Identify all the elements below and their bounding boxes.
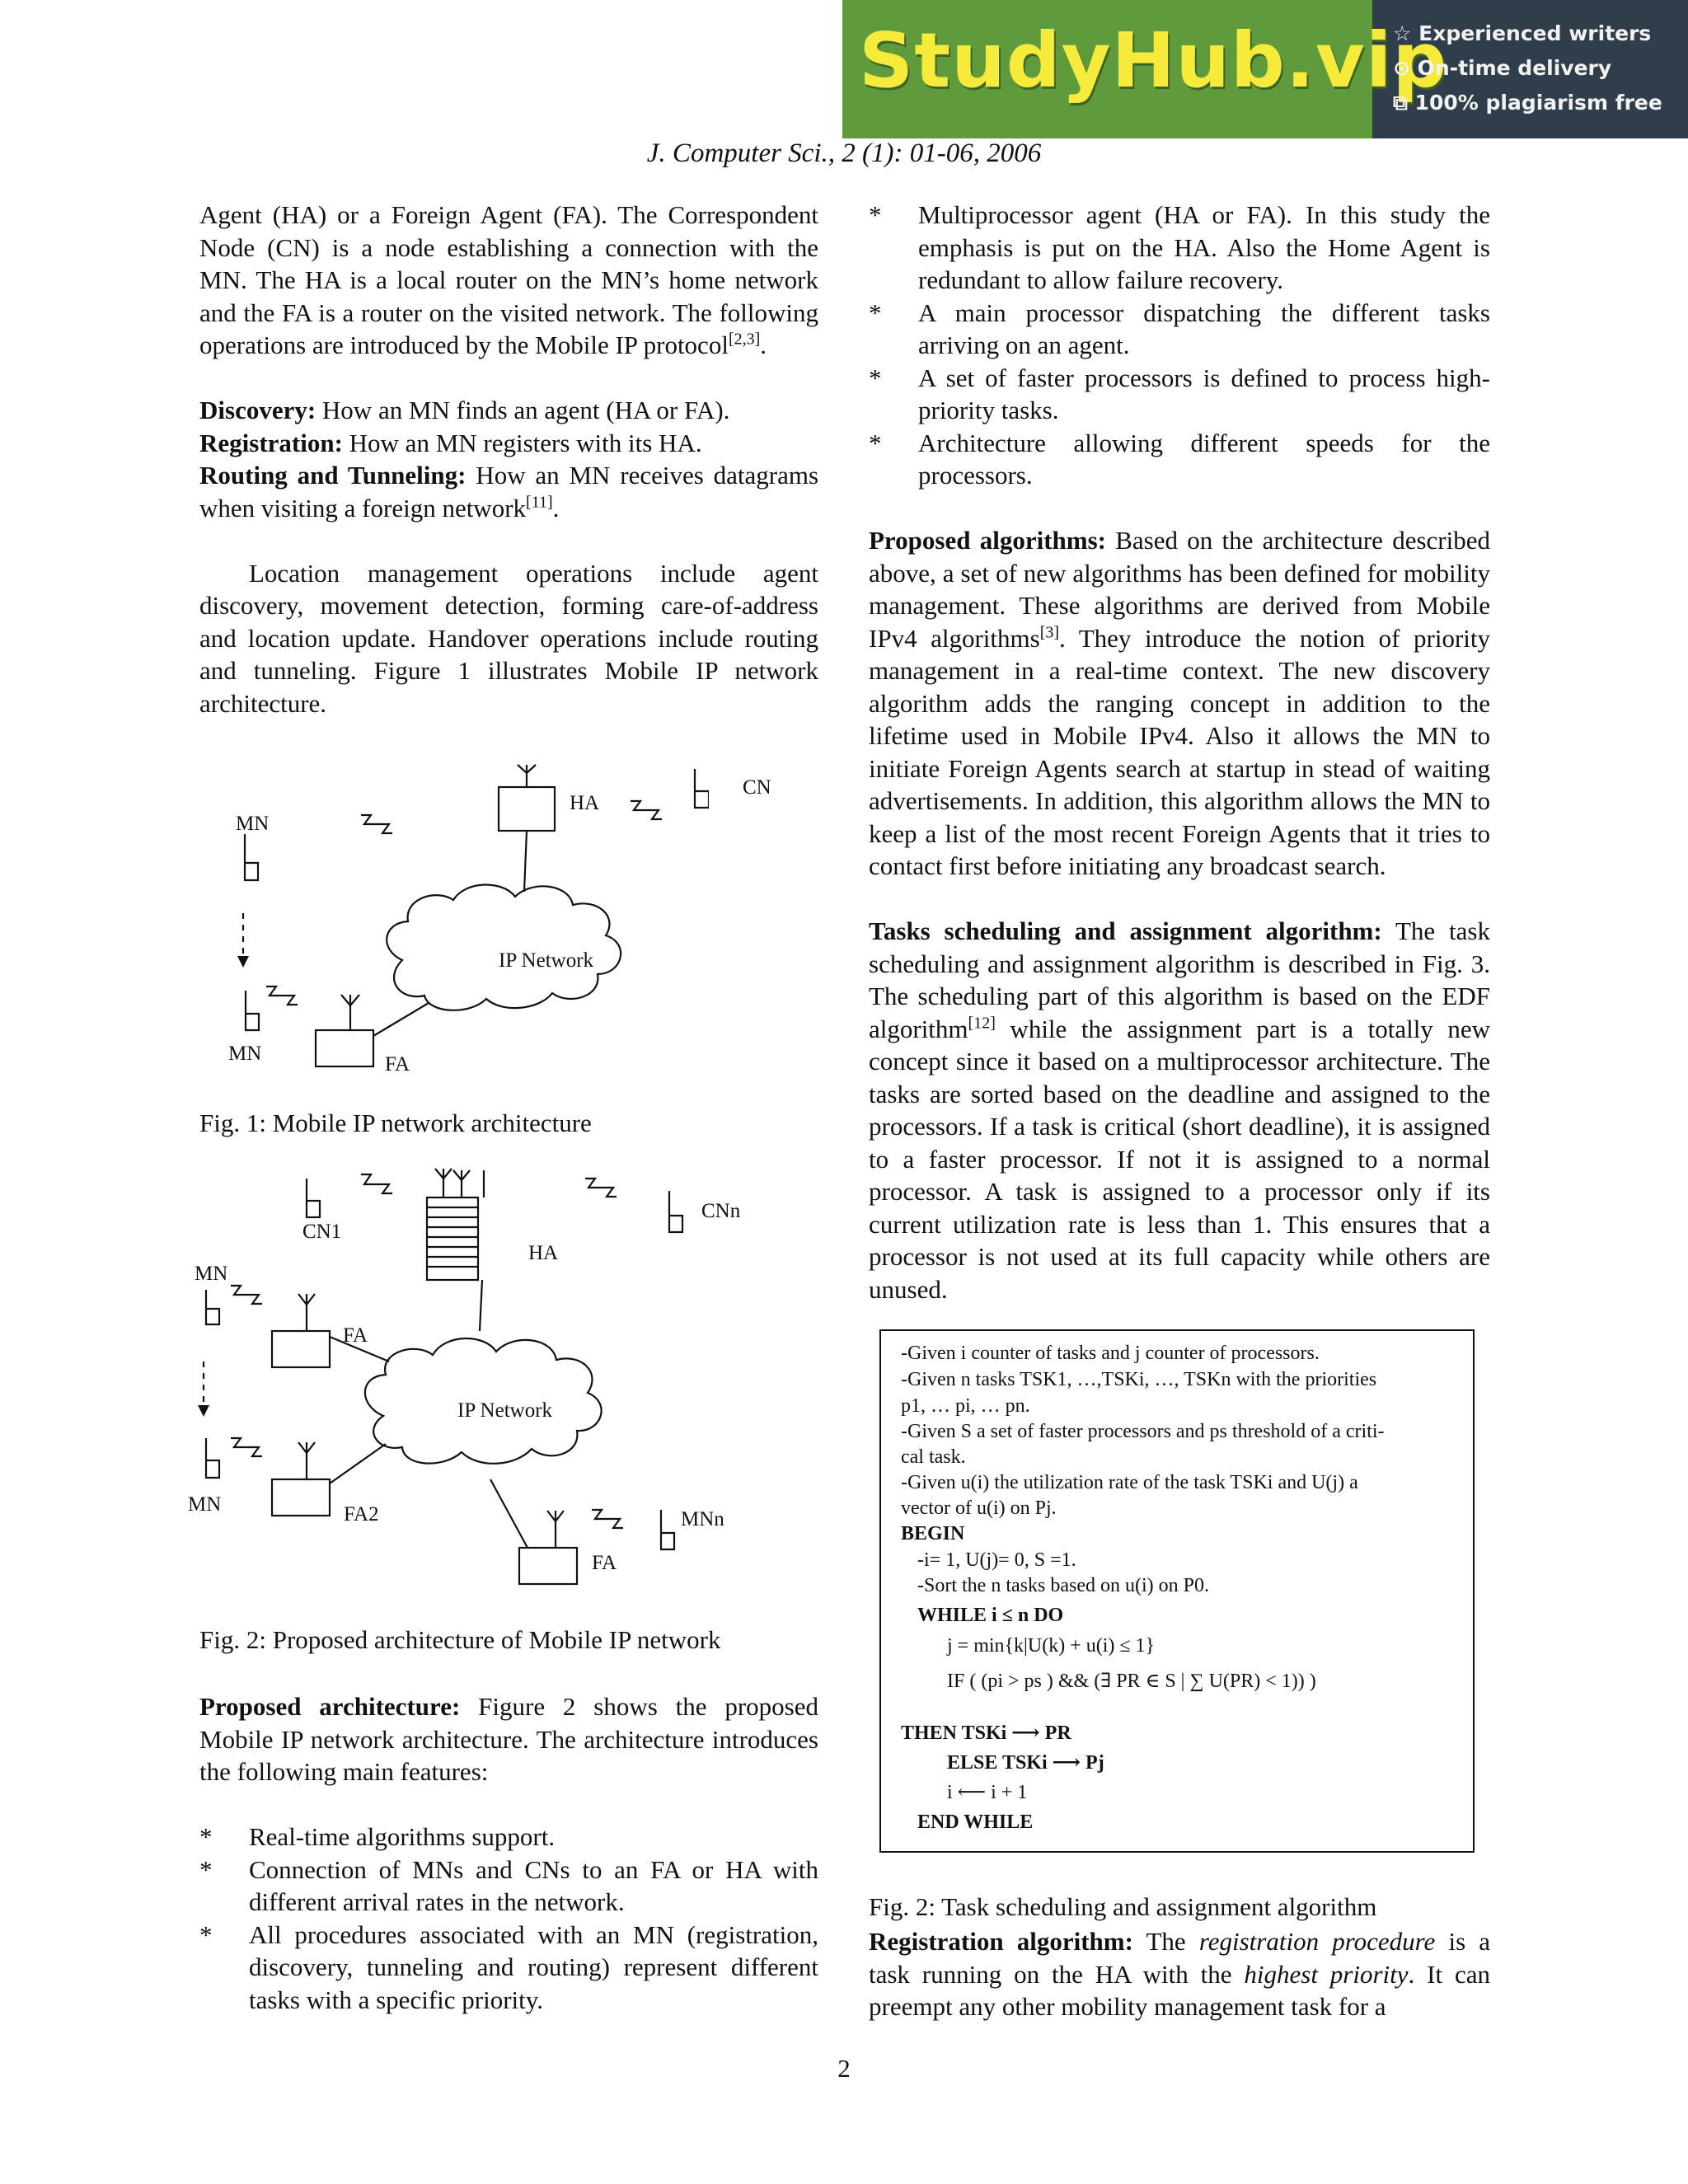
wireless-link-icon [361,815,392,833]
agent-features-list [869,199,1490,492]
wireless-link-icon [266,987,298,1005]
fig1-label-mn-top: MN [236,813,270,835]
wireless-link-icon [361,1174,392,1193]
citation: [12] [968,1014,996,1033]
algo-if: IF ( (pi > ps ) && (∃ PR ∈ S | ∑ U(PR) < 1)) ) [947,1671,1316,1692]
mn-node-icon [246,991,259,1030]
citation: [3] [1039,623,1060,642]
mn-node-icon [245,834,258,880]
algo-line: -Given u(i) the utilization rate of the task TSKi and U(j) a [901,1472,1358,1493]
fa-router-box [316,1030,373,1066]
wireless-link-icon [592,1510,623,1528]
proposed-algorithms-paragraph: Proposed algorithms: Based on the architecture described above, a set of new algorithms has been defined for mobility management. These algorithms are derived from Mobile IPv4 algorithms[3]. They introduce the notion of priority management in a real-time context. The new discovery algorithm adds the ranging concept in addition to the lifetime used in Mobile IPv4. Also it allows the MN to initiate Foreign Agents search at startup in stead of waiting advertisements. In addition, this algorithm allows the MN to keep a list of the most recent Foreign Agents that it tries to contact first before initiating any broadcast search. [869,526,1490,880]
algorithm-box [879,1329,1475,1853]
discovery-text: How an MN finds an agent (HA or FA). [316,396,730,424]
task-label: Tasks scheduling and assignment algorithm: [869,916,1382,945]
algo-line: p1, … pi, … pn. [901,1395,1030,1417]
algo-end-while: END WHILE [917,1811,1034,1833]
journal-header: J. Computer Sci., 2 (1): 01-06, 2006 [646,138,1042,168]
proposed-architecture-paragraph [199,1690,818,1788]
figure-2-caption: Fig. 2: Proposed architecture of Mobile IP network [199,1625,721,1654]
fig2-label-mnn: MNn [681,1508,724,1530]
fig2-label-cn1: CN1 [302,1221,342,1243]
arch-text: Figure 2 shows the proposed Mobile IP network architecture. The architecture introduces the following main features: [199,1692,818,1786]
right-column-bottom [869,1925,1490,2023]
fig2-label-fa-bottom: FA [592,1552,617,1574]
list-item: * Multiprocessor agent (HA or FA). In this study the emphasis is put on the HA. Also the Home Agent is redundant to allow failure recovery. [869,200,1490,294]
fig1-label-ip-network: IP Network [499,949,594,972]
algo-line: i ⟵ i + 1 [947,1782,1028,1803]
wireless-link-icon [231,1286,262,1304]
figure-1-diagram [181,758,709,1088]
algo-else: ELSE TSKi ⟶ Pj [947,1752,1104,1774]
wireless-link-icon [585,1179,617,1197]
list-item: * Connection of MNs and CNs to an FA or HA with different arrival rates in the network. [199,1854,818,1916]
fig1-label-ha: HA [570,792,600,814]
fa-router-box [519,1548,577,1584]
arch-label: Proposed architecture: [199,1692,461,1721]
algo-line: -Given i counter of tasks and j counter of processors. [901,1343,1320,1364]
algo-line: j = min{k|U(k) + u(i) ≤ 1} [947,1635,1156,1657]
page-number: 2 [837,2054,851,2083]
ip-network-cloud [387,884,621,1010]
figure-3-caption: Fig. 2: Task scheduling and assignment algorithm [869,1892,1377,1921]
cnn-node-icon [669,1191,682,1232]
left-column-bottom [199,1690,818,2016]
fig2-label-mn-top: MN [195,1263,228,1285]
list-item: * Architecture allowing different speeds for the processors. [869,428,1490,490]
list-item: * A set of faster processors is defined to process high-priority tasks. [869,363,1490,424]
algo-line: vector of u(i) on Pj. [901,1497,1057,1519]
algo-line: -i= 1, U(j)= 0, S =1. [917,1549,1076,1571]
citation: [11] [526,493,553,512]
fig2-label-ha: HA [528,1242,559,1264]
list-item: * Real-time algorithms support. [199,1822,556,1851]
feature-on-time-delivery: ⊙ On-time delivery [1393,56,1612,80]
registration-label: Registration: [199,428,343,457]
algo-then: THEN TSKi ⟶ PR [901,1722,1071,1744]
fig2-label-cnn: CNn [701,1200,741,1222]
intro-text: Agent (HA) or a Foreign Agent (FA). The Correspondent Node (CN) is a node establishing a connection with the MN. The HA is a local router on the MN’s home network and the FA is a router on the visited network. The following operations are introduced by the Mobile IP protocol [199,200,818,359]
left-column-top [199,199,818,719]
discovery-label: Discovery: [199,396,316,424]
right-column-top [869,199,1490,1305]
list-item: * All procedures associated with an MN (registration, discovery, tunneling and routing) represent different tasks with a specific priority. [199,1919,818,2014]
paragraph-intro: Agent (HA) or a Foreign Agent (FA). The Correspondent Node (CN) is a node establishing a connection with the MN. The HA is a local router on the MN’s home network and the FA is a router on the visited network. The following operations are introduced by the Mobile IP protocol[2,3]. [199,200,818,359]
task-scheduling-paragraph: Tasks scheduling and assignment algorithm: The task scheduling and assignment algorithm is described in Fig. 3. The scheduling part of this algorithm is based on the EDF algorithm[12] while the assignment part is a totally new concept since it based on a multiprocessor architecture. The tasks are sorted based on the deadline and assigned to the processors. If a task is critical (short deadline), it is assigned to a faster processor. If not it is assigned to a normal processor. A task is assigned to a processor only if its current utilization rate is less than 1. This ensures that a processor is not used at its full capacity while others are unused. [869,916,1490,1304]
mn-node-icon [206,1290,219,1324]
fig1-label-cn: CN [743,776,771,799]
wireless-link-icon [231,1438,262,1456]
fig2-label-fa2: FA2 [344,1503,379,1526]
registration-text: How an MN registers with its HA. [342,428,702,457]
routing-def: Routing and Tunneling: How an MN receives datagrams when visiting a foreign network[11]. [199,461,819,523]
routing-text: How an MN receives datagrams when visiting a foreign network [199,461,819,523]
feature-plagiarism-free: ⧉ 100% plagiarism free [1393,91,1662,115]
studyhub-banner[interactable] [842,0,1688,138]
discovery-def [199,394,818,427]
figure-1-caption: Fig. 1: Mobile IP network architecture [199,1108,592,1137]
mnn-node-icon [661,1510,674,1549]
routing-label: Routing and Tunneling: [199,461,467,490]
algo-begin: BEGIN [901,1523,965,1544]
studyhub-logo[interactable]: StudyHub.vip [859,16,1448,105]
architecture-features-list [199,1821,818,2016]
mn-node-icon [206,1438,219,1478]
fig1-label-mn-bottom: MN [228,1043,262,1065]
ha-router-box [499,787,555,831]
citation: [2,3] [728,330,761,349]
fa2-router-box [272,1479,330,1516]
fig2-label-mn-bottom: MN [188,1493,222,1516]
algo-line: -Given n tasks TSK1, …,TSKi, …, TSKn with the priorities [901,1369,1377,1390]
reg-label: Registration algorithm: [869,1927,1133,1956]
algo-while: WHILE i ≤ n DO [917,1605,1064,1626]
fig2-label-ip-network: IP Network [457,1399,553,1422]
list-item: * A main processor dispatching the different tasks arriving on an agent. [869,298,1490,359]
wireless-link-icon [631,801,662,819]
cn1-node-icon [307,1179,320,1217]
paragraph-location: Location management operations include agent discovery, movement detection, forming care-of-address and location update. Handover operations include routing and tunneling. Figure 1 illustrates Mobile IP network architecture. [199,558,818,718]
alg-label: Proposed algorithms: [869,526,1106,555]
algo-line: -Sort the n tasks based on u(i) on P0. [917,1575,1209,1596]
cn-node-icon [695,769,709,808]
fig2-label-fa-top: FA [343,1324,368,1347]
registration-algorithm-paragraph: Registration algorithm: The registration procedure is a task running on the HA with the highest priority. It can preempt any other mobility management task for a [869,1927,1491,2021]
feature-experienced-writers: ☆ Experienced writers [1393,21,1652,45]
figure-2-diagram [181,1154,775,1615]
fa-router-box [272,1331,330,1367]
registration-def [199,427,818,460]
algo-line: -Given S a set of faster processors and ps threshold of a criti- [901,1421,1385,1442]
algo-line: cal task. [901,1446,966,1468]
fig1-label-fa: FA [385,1053,410,1076]
